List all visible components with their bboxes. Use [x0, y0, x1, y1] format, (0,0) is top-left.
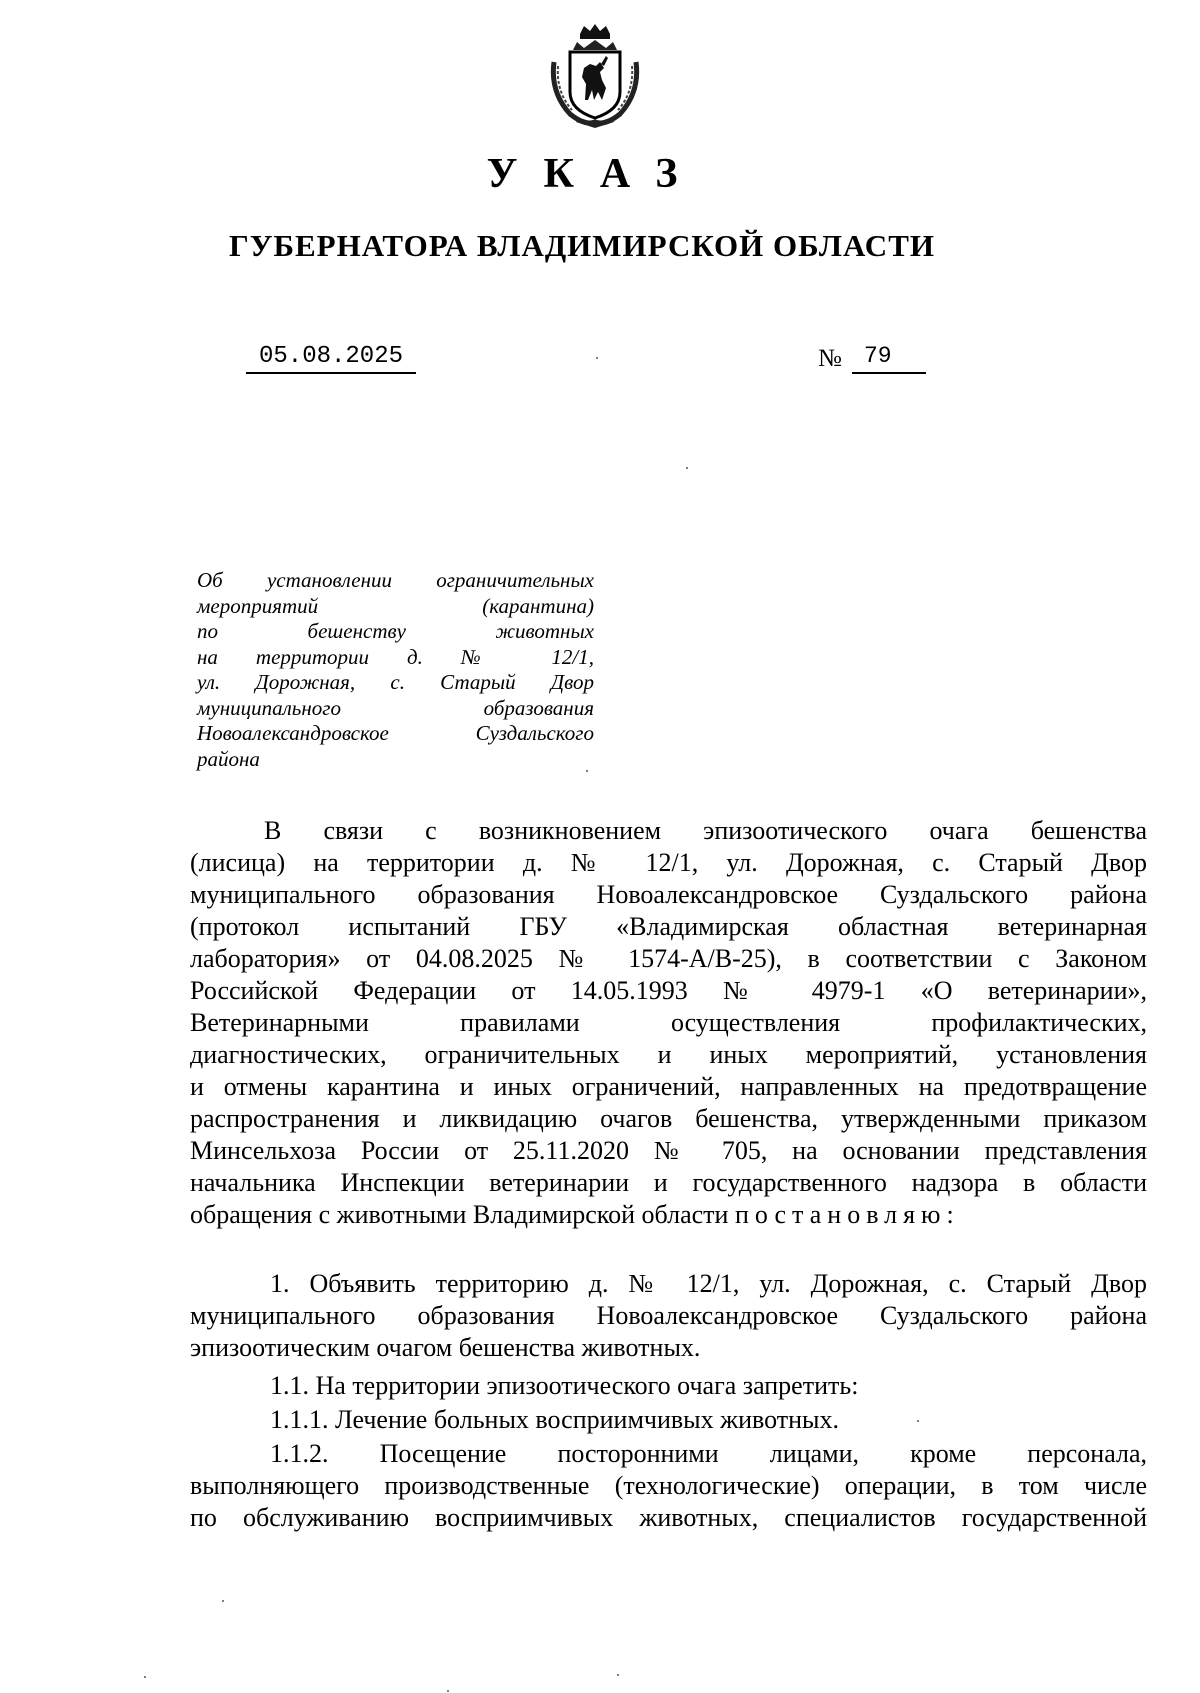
- preamble-line: (протокол испытаний ГБУ «Владимирская областная ветеринарная: [190, 912, 1147, 941]
- subject-line: мероприятий (карантина): [197, 593, 594, 618]
- document-title: УКАЗ: [486, 151, 704, 197]
- preamble-line: муниципального образования Новоалександровское Суздальского района: [190, 880, 1147, 909]
- preamble-line: Ветеринарными правилами осуществления профилактических,: [190, 1008, 1147, 1037]
- document-date: 05.08.2025: [246, 343, 416, 374]
- preamble-last-text: обращения с животными Владимирской области: [190, 1200, 729, 1229]
- preamble-paragraph: [190, 815, 1147, 1231]
- scan-speck: [586, 770, 588, 772]
- item-1-1-2: [190, 1438, 1147, 1534]
- subject-line: Новоалександровское Суздальского: [197, 721, 594, 745]
- scan-speck: [222, 1600, 224, 1602]
- item-line: 1.1. На территории эпизоотического очага запретить:: [270, 1371, 859, 1400]
- item-line: эпизоотическим очагом бешенства животных.: [190, 1333, 701, 1362]
- item-1-1: [190, 1370, 1147, 1402]
- preamble-line: (лисица) на территории д. № 12/1, ул. Дорожная, с. Старый Двор: [190, 848, 1147, 877]
- item-line: 1.1.1. Лечение больных восприимчивых животных.: [270, 1405, 840, 1434]
- preamble-line: Минсельхоза России от 25.11.2020 № 705, на основании представления: [190, 1136, 1147, 1165]
- scan-speck: [447, 1690, 449, 1692]
- number-sign: №: [818, 345, 842, 372]
- preamble-line: [190, 1199, 1147, 1231]
- item-1: [190, 1268, 1147, 1364]
- subject-line: района: [197, 746, 260, 771]
- preamble-line: и отмены карантина и иных ограничений, направленных на предотвращение: [190, 1072, 1147, 1101]
- scan-speck: [686, 467, 688, 469]
- subject-line: муниципального образования: [197, 695, 594, 720]
- preamble-line: Российской Федерации от 14.05.1993 № 4979-1 «О ветеринарии»,: [190, 976, 1147, 1005]
- subject-line: на территории д. № 12/1,: [197, 644, 594, 669]
- preamble-line: лаборатория» от 04.08.2025 № 1574-А/В-25), в соответствии с Законом: [190, 944, 1147, 973]
- item-line: муниципального образования Новоалександровское Суздальского района: [190, 1301, 1147, 1330]
- subject-line: ул. Дорожная, с. Старый Двор: [197, 670, 594, 694]
- coat-of-arms-icon: [540, 22, 650, 130]
- preamble-line: распространения и ликвидацию очагов бешенства, утвержденными приказом: [190, 1104, 1147, 1133]
- item-1-1-1: [190, 1404, 1147, 1436]
- document-number: 79: [852, 343, 926, 374]
- item-line: 1.1.2. Посещение посторонними лицами, кроме персонала,: [270, 1439, 1147, 1468]
- preamble-line: диагностических, ограничительных и иных мероприятий, установления: [190, 1040, 1147, 1069]
- scan-speck: [144, 1676, 146, 1678]
- document-subject: [197, 568, 594, 772]
- scan-speck: [917, 1420, 919, 1422]
- issuer-title: ГУБЕРНАТОРА ВЛАДИМИРСКОЙ ОБЛАСТИ: [229, 228, 935, 263]
- scan-speck: [617, 1674, 619, 1676]
- preamble-line: начальника Инспекции ветеринарии и государственного надзора в области: [190, 1168, 1147, 1197]
- subject-line: по бешенству животных: [197, 619, 594, 643]
- decree-word: постановляю:: [734, 1200, 960, 1229]
- item-line: 1. Объявить территорию д. № 12/1, ул. Дорожная, с. Старый Двор: [270, 1269, 1147, 1298]
- preamble-line: В связи с возникновением эпизоотического очага бешенства: [264, 816, 1147, 845]
- item-line: по обслуживанию восприимчивых животных, специалистов государственной: [190, 1503, 1147, 1532]
- scan-speck: [596, 357, 598, 359]
- item-line: выполняющего производственные (технологические) операции, в том числе: [190, 1471, 1147, 1500]
- subject-line: Об установлении ограничительных: [197, 568, 594, 592]
